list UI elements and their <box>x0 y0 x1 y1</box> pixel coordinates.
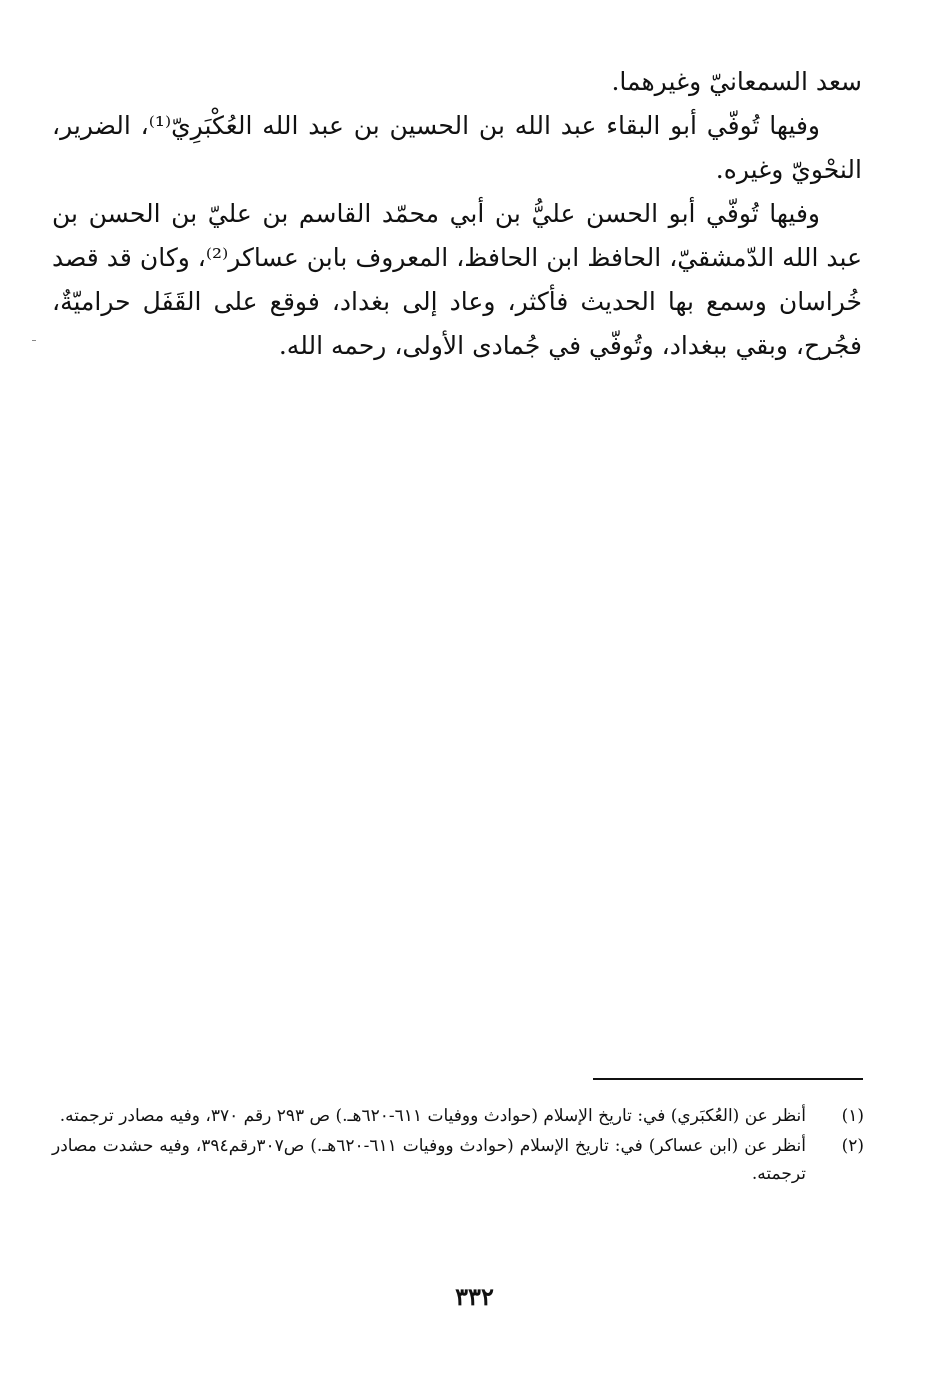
paragraph-ibn-asakir: وفيها تُوفّي أبو الحسن عليُّ بن أبي محمّد القاسم بن عليّ بن الحسن بن عبد الله الدّمشقيّ، الحافظ ابن الحافظ، المعروف بابن عساكر⁽²⁾، وكان قد قصد خُراسان وسمع بها الحديث فأكثر، وعاد إلى بغداد، فوقع على القَفَل حراميّةٌ، فجُرح، وبقي ببغداد، وتُوفّي في جُمادى الأولى، رحمه الله. <box>52 199 863 360</box>
footnote-text: أنظر عن (ابن عساكر) في: تاريخ الإسلام (حوادث ووفيات ٦١١-٦٢٠هـ.) ص٣٠٧رقم٣٩٤، وفيه حشدت مصادر ترجمته. <box>52 1136 806 1184</box>
scan-speck <box>32 340 36 341</box>
footnote-2 <box>52 1132 864 1188</box>
footnote-number: (٢) <box>841 1136 864 1156</box>
paragraph-ukbari: وفيها تُوفّي أبو البقاء عبد الله بن الحسين بن عبد الله العُكْبَرِيّ⁽¹⁾، الضرير، النحْويّ وغيره. <box>52 111 862 184</box>
intro-line: سعد السمعانيّ وغيرهما. <box>611 67 862 96</box>
footnote-text: أنظر عن (العُكبَري) في: تاريخ الإسلام (حوادث ووفيات ٦١١-٦٢٠هـ.) ص ٢٩٣ رقم ٣٧٠، وفيه مصادر ترجمته. <box>59 1106 806 1126</box>
footnote-divider <box>593 1078 863 1080</box>
main-text <box>52 60 862 368</box>
page-number: ٣٣٢ <box>455 1282 494 1311</box>
footnotes <box>52 1102 864 1190</box>
footnote-number: (١) <box>841 1106 864 1126</box>
footnote-1 <box>52 1102 864 1130</box>
